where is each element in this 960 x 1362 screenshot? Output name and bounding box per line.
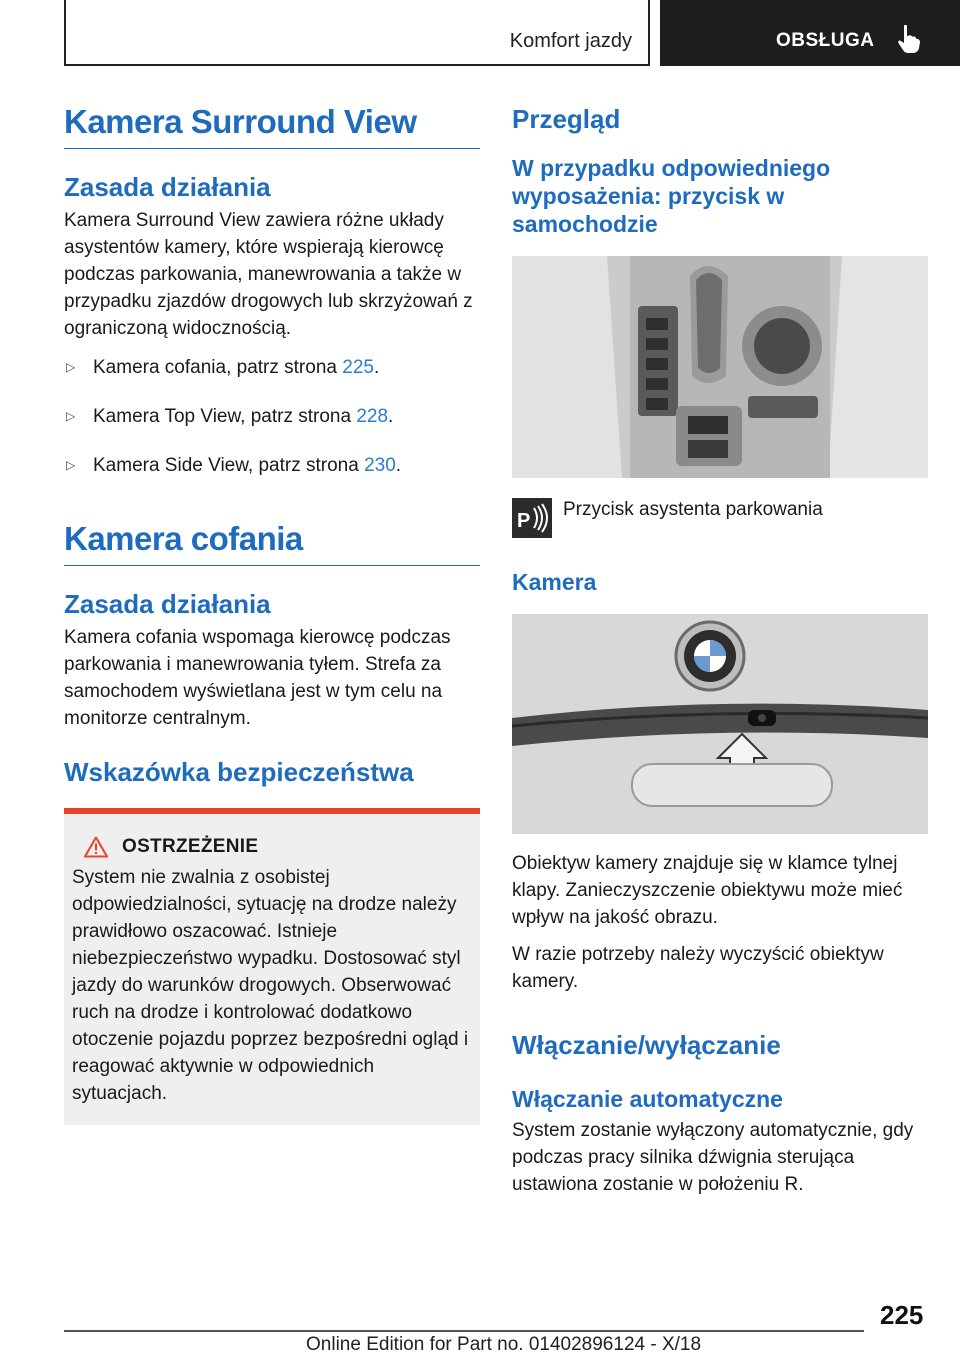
- heading-camera: Kamera: [512, 569, 597, 595]
- heading-rear-camera: Kamera cofania: [64, 517, 480, 566]
- footer-divider: [64, 1330, 864, 1332]
- heading-surround-view: Kamera Surround View: [64, 100, 480, 149]
- camera-location-text: Obiektyw kamery znajduje się w klamce tylnej klapy. Zanieczyszczenie obiektywu może mieć wpływ na jakość obrazu.: [512, 853, 903, 928]
- header-section-box: [64, 0, 650, 66]
- tailgate-photo: [512, 614, 928, 834]
- console-photo: [512, 256, 928, 478]
- list-item: [64, 354, 480, 381]
- list-item-end: .: [388, 406, 394, 427]
- heading-overview: Przegląd: [512, 104, 621, 134]
- heading-button-in-car: W przypadku odpowiedniego wyposażenia: przycisk w samochodzie: [512, 155, 831, 237]
- list-item: [64, 403, 480, 430]
- page-link-225[interactable]: 225: [342, 357, 374, 378]
- list-item-text: Kamera Top View, patrz strona: [93, 406, 357, 427]
- heading-auto-on: Włączanie automatyczne: [512, 1086, 783, 1112]
- right-column: [512, 100, 928, 1198]
- warning-header: [72, 836, 472, 858]
- heading-rear-principle: Zasada działania: [64, 589, 271, 619]
- list-item-text: Kamera cofania, patrz strona: [93, 357, 343, 378]
- warning-box: [64, 814, 480, 1125]
- header-tab[interactable]: [660, 0, 960, 66]
- pointing-hand-icon: [896, 24, 922, 54]
- header-tab-label: OBSŁUGA: [776, 30, 875, 51]
- list-item-end: .: [373, 357, 380, 378]
- tailgate-camera-image: [512, 614, 928, 834]
- camera-cleaning-text: W razie potrzeby należy wyczyścić obiektyw kamery.: [512, 944, 884, 992]
- rear-camera-description: Kamera cofania wspomaga kierowcę podczas parkowania i manewrowania tyłem. Strefa za samochodem wyświetlana jest w tym celu na monitorze centralnym.: [64, 627, 451, 729]
- related-cameras-list: [64, 354, 480, 479]
- heading-surround-principle: Zasada działania: [64, 172, 271, 202]
- list-item-text: Kamera Side View, patrz strona: [93, 455, 365, 476]
- page-link-228[interactable]: 228: [356, 406, 389, 427]
- list-item: [64, 452, 480, 479]
- page-link-230[interactable]: 230: [364, 455, 396, 476]
- list-item-end: .: [395, 455, 402, 476]
- park-assist-icon: [512, 498, 552, 538]
- page-number: 225: [880, 1300, 924, 1330]
- heading-on-off: Włączanie/wyłączanie: [512, 1030, 781, 1060]
- warning-text: System nie zwalnia z osobistej odpowiedzialności, sytuację na drodze należy prawidłowo oszacować. Istnieje niebezpieczeństwo wypadku. Dostosować styl jazdy do warunków drogowych. Obserwować ruch na drodze i kontrolować dodatkowo otoczenie pojazdu poprzez bezpośredni ogląd i reagować aktywnie w odpowiednich sytuacjach.: [72, 867, 469, 1104]
- left-column: [64, 100, 480, 1125]
- triangle-bullet-icon: ▷: [66, 458, 76, 472]
- auto-on-text: System zostanie wyłączony automatycznie, gdy podczas pracy silnika dźwignia sterująca ustawiona zostanie w położeniu R.: [512, 1120, 914, 1195]
- triangle-bullet-icon: ▷: [66, 360, 76, 374]
- triangle-bullet-icon: ▷: [66, 409, 76, 423]
- button-caption: Przycisk asystenta parkowania: [563, 499, 823, 520]
- center-console-image: [512, 256, 928, 478]
- warning-title: OSTRZEŻENIE: [122, 836, 259, 857]
- footer-edition: Online Edition for Part no. 01402896124 - X/18: [306, 1334, 702, 1355]
- header-section-title: Komfort jazdy: [509, 30, 632, 52]
- button-caption-row: [512, 498, 928, 538]
- svg-text:P: P: [517, 510, 531, 532]
- warning-triangle-icon: [84, 836, 108, 858]
- heading-safety-note: Wskazówka bezpieczeństwa: [64, 757, 414, 787]
- surround-description: Kamera Surround View zawiera różne układy asystentów kamery, które wspierają kierowcę podczas parkowania, manewrowania a także w przypadku zjazdów drogowych lub skrzyżowań z ograniczoną widocznością.: [64, 210, 473, 339]
